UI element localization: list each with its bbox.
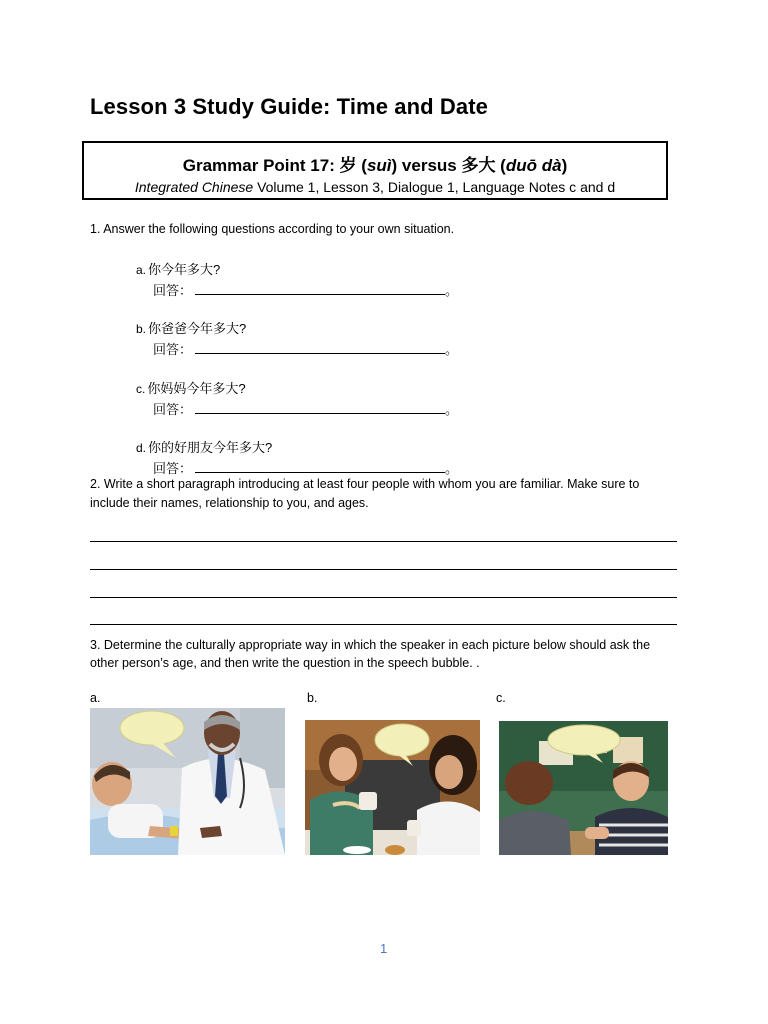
answer-label: 回答： — [153, 461, 193, 476]
item-label: b. — [136, 322, 147, 336]
item-label: d. — [136, 441, 147, 455]
grammar-point-subtitle — [84, 179, 666, 195]
answer-blank[interactable] — [195, 282, 445, 295]
q1-answer-d — [153, 458, 458, 477]
item-question: 你爸爸今年多大? — [148, 321, 247, 336]
picture-b-two-women-coffee — [305, 720, 480, 855]
grammar-title-suffix: ) — [561, 156, 568, 175]
question-2-prompt-line-1: 2. Write a short paragraph introducing at least four people with whom you are familiar. Make sure to — [90, 477, 640, 491]
q1-item-c — [136, 378, 246, 397]
picture-b-label: b. — [307, 691, 318, 705]
q1-item-b — [136, 318, 246, 337]
answer-blank[interactable] — [195, 460, 445, 473]
answer-blank[interactable] — [195, 401, 445, 414]
question-1-prompt: 1. Answer the following questions according to your own situation. — [90, 222, 455, 236]
grammar-point-box — [82, 141, 668, 200]
item-question: 你今年多大? — [148, 262, 221, 277]
textbook-name: Integrated Chinese — [134, 179, 254, 195]
q1-answer-b — [153, 339, 458, 358]
page-number: 1 — [380, 941, 388, 956]
question-3-prompt-line-1: 3. Determine the culturally appropriate way in which the speaker in each picture below should ask the — [90, 638, 651, 652]
grammar-title-sui: suì — [366, 156, 392, 175]
item-label: a. — [136, 263, 147, 277]
question-2-prompt-line-2: include their names, relationship to you, and ages. — [90, 496, 369, 510]
q1-answer-c — [153, 399, 458, 418]
answer-label: 回答： — [153, 283, 193, 298]
answer-label: 回答： — [153, 342, 193, 357]
question-3-prompt-line-2: other person’s age, and then write the question in the speech bubble. . — [90, 656, 480, 670]
grammar-title-duoda: duō dà — [505, 156, 562, 175]
grammar-point-title — [84, 151, 666, 176]
end-mark: 。 — [445, 461, 459, 476]
item-question: 你的好朋友今年多大? — [148, 440, 273, 455]
q1-answer-a — [153, 280, 458, 299]
picture-c-two-boys-classroom — [499, 721, 668, 855]
item-label: c. — [136, 382, 146, 396]
q1-item-a — [136, 259, 220, 278]
answer-label: 回答： — [153, 402, 193, 417]
writing-line[interactable] — [90, 541, 677, 542]
item-question: 你妈妈今年多大? — [147, 381, 246, 396]
end-mark: 。 — [445, 342, 459, 357]
end-mark: 。 — [445, 283, 459, 298]
picture-c-label: c. — [496, 691, 506, 705]
grammar-title-prefix: Grammar Point 17: 岁 ( — [182, 156, 367, 175]
writing-line[interactable] — [90, 569, 677, 570]
writing-line[interactable] — [90, 597, 677, 598]
end-mark: 。 — [445, 402, 459, 417]
grammar-title-mid: ) versus 多大 ( — [391, 156, 506, 175]
answer-blank[interactable] — [195, 341, 445, 354]
picture-a-label: a. — [90, 691, 101, 705]
writing-line[interactable] — [90, 624, 677, 625]
q1-item-d — [136, 437, 272, 456]
page-title: Lesson 3 Study Guide: Time and Date — [90, 94, 488, 119]
picture-a-doctor-and-patient — [90, 708, 285, 855]
textbook-reference: Volume 1, Lesson 3, Dialogue 1, Language Notes c and d — [253, 179, 616, 195]
